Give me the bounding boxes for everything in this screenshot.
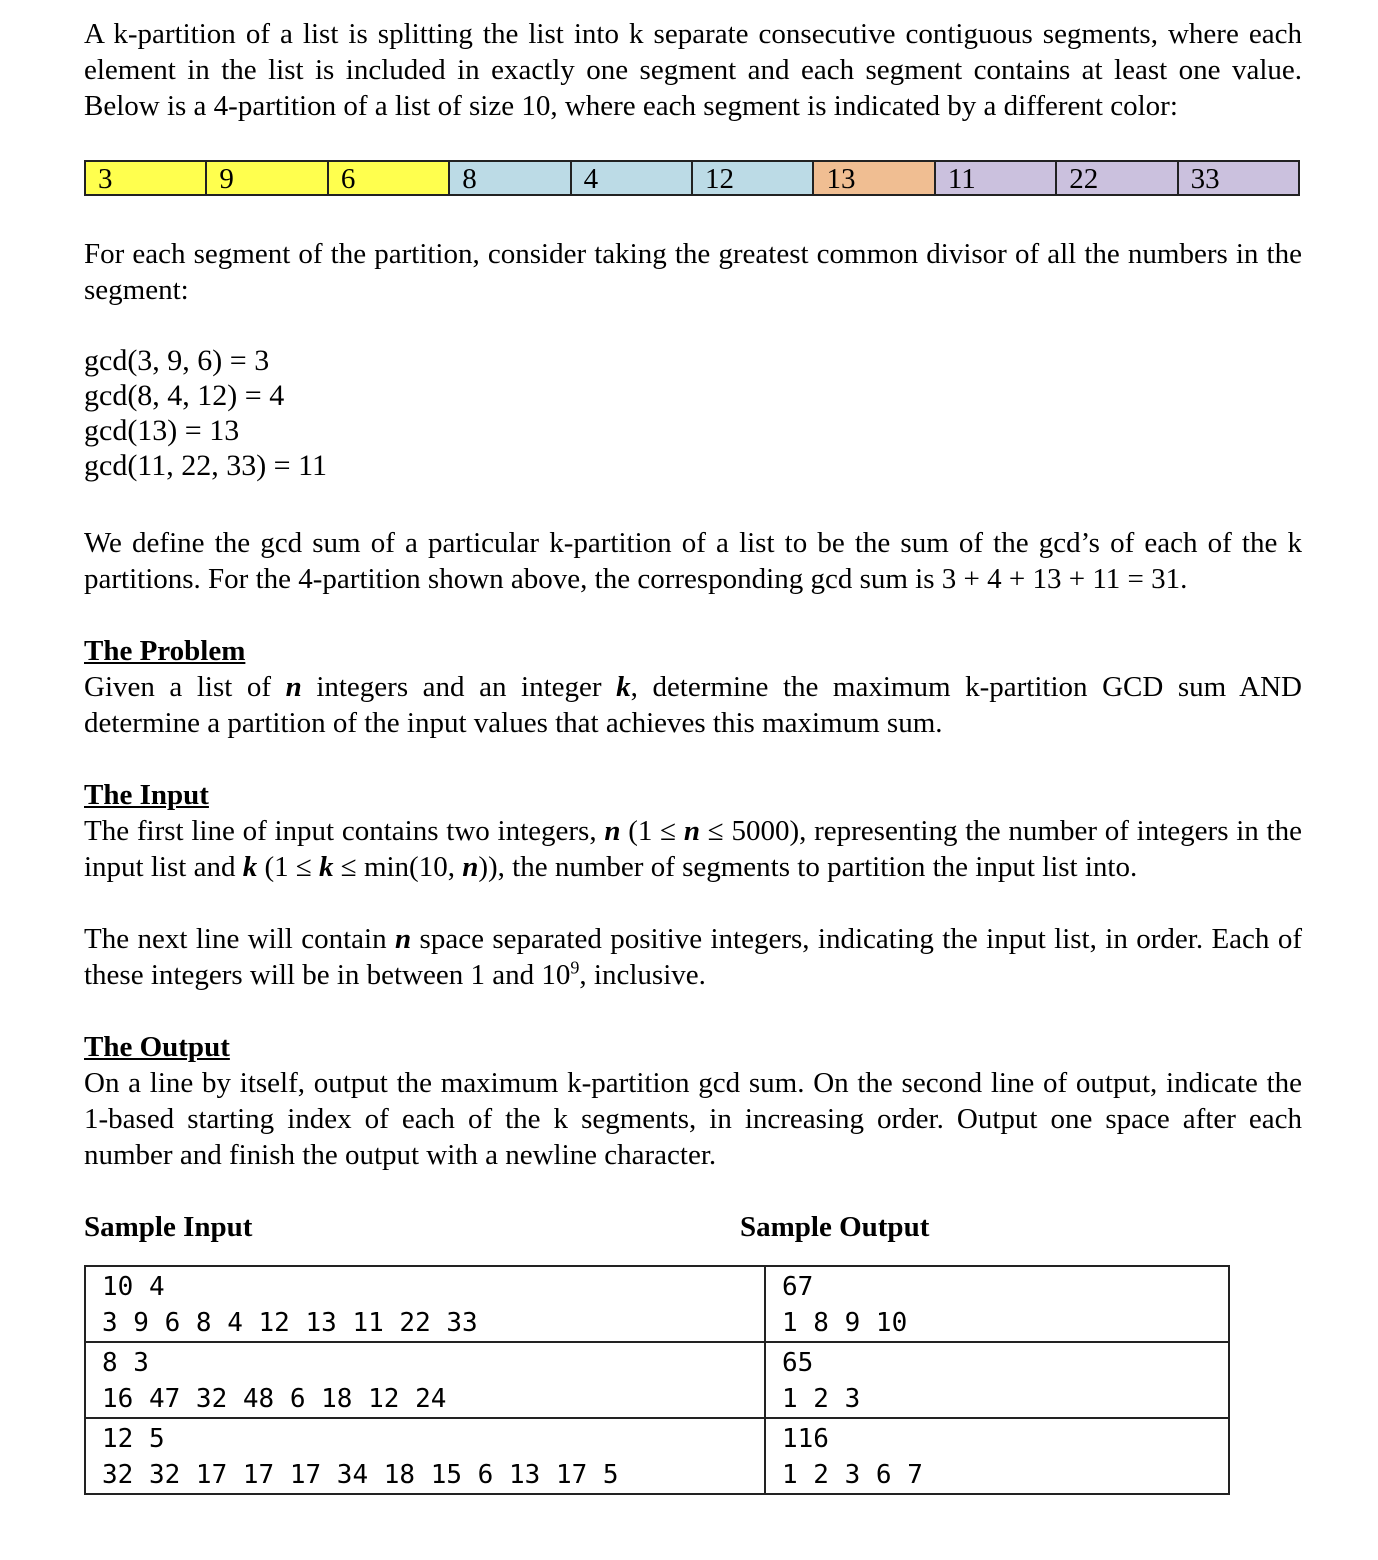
sample-input-cell: 8 3 16 47 32 48 6 18 12 24 (85, 1342, 765, 1418)
input-heading: The Input (84, 779, 209, 811)
output-heading: The Output (84, 1031, 230, 1063)
sample-output-cell: 116 1 2 3 6 7 (765, 1418, 1229, 1494)
problem-document (84, 16, 1302, 1495)
partition-cell: 22 (1057, 162, 1178, 194)
partition-cell: 13 (814, 162, 935, 194)
partition-cell: 11 (936, 162, 1057, 194)
sample-headers (84, 1211, 1302, 1251)
partition-cell: 8 (450, 162, 571, 194)
gcd-line: gcd(13) = 13 (84, 414, 240, 447)
sample-input-cell: 12 5 32 32 17 17 17 34 18 15 6 13 17 5 (85, 1418, 765, 1494)
problem-statement: Given a list of n integers and an integer k, determine the maximum k-partition GCD sum AND determine a partition of the input values that achieves this maximum sum. (84, 671, 1302, 739)
gcd-sum-definition: We define the gcd sum of a particular k-partition of a list to be the sum of the gcd’s of each of the k partitions. For the 4-partition shown above, the corresponding gcd sum is 3 + 4 + 13 + 11 = 31. (84, 527, 1302, 595)
sample-output-header: Sample Output (740, 1211, 930, 1243)
sample-row (85, 1418, 1229, 1494)
partition-cell: 33 (1179, 162, 1298, 194)
partition-cell: 6 (329, 162, 450, 194)
partition-cell: 12 (693, 162, 814, 194)
sample-input-header: Sample Input (84, 1211, 253, 1243)
sample-row (85, 1266, 1229, 1342)
output-paragraph: On a line by itself, output the maximum k-partition gcd sum. On the second line of output, indicate the 1-based starting index of each of the k segments, in increasing order. Output one space after each number and finish the output with a newline character. (84, 1067, 1302, 1171)
sample-input-cell: 10 4 3 9 6 8 4 12 13 11 22 33 (85, 1266, 765, 1342)
sample-output-cell: 65 1 2 3 (765, 1342, 1229, 1418)
gcd-intro-paragraph: For each segment of the partition, consider taking the greatest common divisor of all the numbers in the segment: (84, 238, 1302, 306)
intro-paragraph: A k-partition of a list is splitting the list into k separate consecutive contiguous segments, where each element in the list is included in exactly one segment and each segment contains at least one value. Below is a 4-partition of a list of size 10, where each segment is indicated by a different color: (84, 18, 1302, 122)
sample-output-cell: 67 1 8 9 10 (765, 1266, 1229, 1342)
problem-heading: The Problem (84, 635, 246, 667)
partition-cell: 9 (207, 162, 328, 194)
gcd-line: gcd(3, 9, 6) = 3 (84, 344, 270, 377)
sample-row (85, 1342, 1229, 1418)
partition-strip (84, 160, 1300, 196)
input-paragraph-1: The first line of input contains two integers, n (1 ≤ n ≤ 5000), representing the number of integers in the input list and k (1 ≤ k ≤ min(10, n)), the number of segments to partition the input list into. (84, 815, 1302, 883)
gcd-line: gcd(8, 4, 12) = 4 (84, 379, 285, 412)
partition-cell: 3 (86, 162, 207, 194)
samples-table (84, 1265, 1230, 1495)
gcd-lines (84, 343, 1302, 483)
input-paragraph-2: The next line will contain n space separated positive integers, indicating the input list, in order. Each of these integers will be in between 1 and $10^9$, inclusive. (84, 923, 1302, 991)
partition-cell: 4 (572, 162, 693, 194)
gcd-line: gcd(11, 22, 33) = 11 (84, 449, 327, 482)
